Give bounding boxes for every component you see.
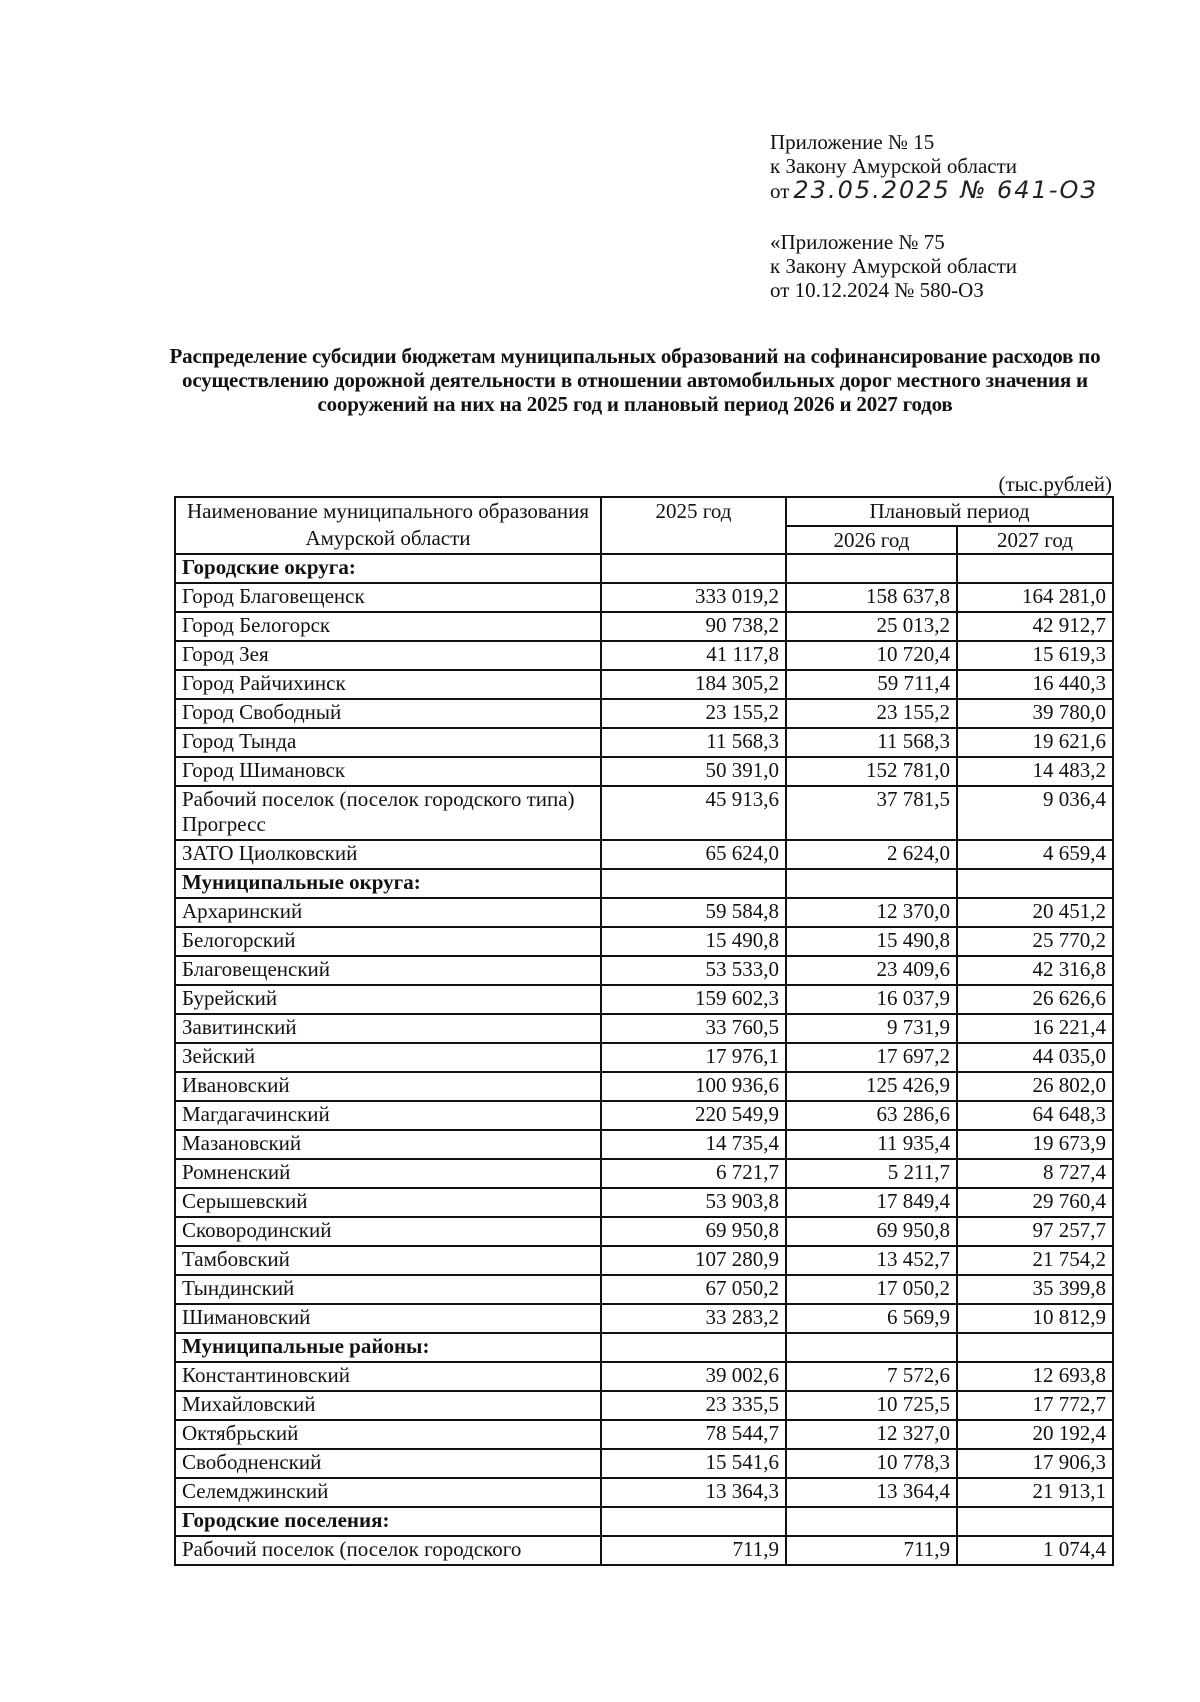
value-2026: 12 327,0 (786, 1420, 957, 1449)
value-2025: 23 155,2 (601, 699, 786, 728)
value-2027: 35 399,8 (957, 1275, 1113, 1304)
table-row (175, 699, 1113, 728)
value-2027: 19 673,9 (957, 1130, 1113, 1159)
row-name: Ромненский (175, 1159, 601, 1188)
appendix-number: Приложение № 15 (770, 130, 935, 154)
value-2027: 64 648,3 (957, 1101, 1113, 1130)
value-2025: 13 364,3 (601, 1478, 786, 1507)
row-name: Город Белогорск (175, 612, 601, 641)
value-2025: 220 549,9 (601, 1101, 786, 1130)
value-2026: 37 781,5 (786, 786, 957, 840)
table-row (175, 757, 1113, 786)
value-2026: 17 697,2 (786, 1043, 957, 1072)
header-2026: 2026 год (786, 526, 957, 554)
row-name: Благовещенский (175, 956, 601, 985)
value-2027: 20 451,2 (957, 898, 1113, 927)
value-2026: 17 849,4 (786, 1188, 957, 1217)
value-2026: 125 426,9 (786, 1072, 957, 1101)
value-2025: 333 019,2 (601, 583, 786, 612)
value-2026: 63 286,6 (786, 1101, 957, 1130)
value-2026: 11 568,3 (786, 728, 957, 757)
section-row (175, 1333, 1113, 1362)
table-row (175, 1130, 1113, 1159)
row-name: Бурейский (175, 985, 601, 1014)
table-row (175, 1014, 1113, 1043)
table-row (175, 612, 1113, 641)
row-name: Город Шимановск (175, 757, 601, 786)
table-row (175, 583, 1113, 612)
value-2025: 6 721,7 (601, 1159, 786, 1188)
subsidy-table (174, 496, 1114, 1566)
row-name: Свободненский (175, 1449, 601, 1478)
value-2027: 14 483,2 (957, 757, 1113, 786)
value-2025 (601, 554, 786, 583)
value-2027: 15 619,3 (957, 641, 1113, 670)
row-name: Михайловский (175, 1391, 601, 1420)
value-2027: 16 221,4 (957, 1014, 1113, 1043)
table-row (175, 1072, 1113, 1101)
document-title: Распределение субсидии бюджетам муниципальных образований на софинансирование расходов по осуществлению дорожной деятельности в отношении автомобильных дорог местного значения и сооружений на них на 2025 год и плановый период 2026 и 2027 годов (169, 344, 1101, 416)
value-2027: 12 693,8 (957, 1362, 1113, 1391)
row-name: Город Райчихинск (175, 670, 601, 699)
table-row (175, 840, 1113, 869)
value-2025: 100 936,6 (601, 1072, 786, 1101)
value-2027: 26 626,6 (957, 985, 1113, 1014)
section-row (175, 554, 1113, 583)
value-2025: 14 735,4 (601, 1130, 786, 1159)
table-body (175, 554, 1113, 1565)
value-2025: 45 913,6 (601, 786, 786, 840)
units-label: (тыс.рублей) (998, 472, 1112, 496)
handwritten-date-number: 23.05.2025 № 641-ОЗ (793, 176, 1098, 204)
table-row (175, 956, 1113, 985)
header-planned-period: Плановый период (786, 497, 1113, 526)
value-2025: 39 002,6 (601, 1362, 786, 1391)
value-2027: 42 316,8 (957, 956, 1113, 985)
row-name: Рабочий поселок (поселок городского типа) Прогресс (175, 786, 601, 840)
table-row (175, 1043, 1113, 1072)
value-2027: 21 754,2 (957, 1246, 1113, 1275)
table-row (175, 728, 1113, 757)
value-2026: 15 490,8 (786, 927, 957, 956)
value-2026: 25 013,2 (786, 612, 957, 641)
value-2027: 19 621,6 (957, 728, 1113, 757)
value-2025: 41 117,8 (601, 641, 786, 670)
value-2027: 97 257,7 (957, 1217, 1113, 1246)
value-2025: 78 544,7 (601, 1420, 786, 1449)
value-2026: 23 409,6 (786, 956, 957, 985)
header-name: Наименование муниципального образования Амурской области (175, 497, 601, 554)
table-row (175, 1101, 1113, 1130)
table-row (175, 1304, 1113, 1333)
value-2025: 184 305,2 (601, 670, 786, 699)
value-2026: 2 624,0 (786, 840, 957, 869)
value-2026: 12 370,0 (786, 898, 957, 927)
table-row (175, 985, 1113, 1014)
value-2026 (786, 869, 957, 898)
value-2026: 69 950,8 (786, 1217, 957, 1246)
table-row (175, 670, 1113, 699)
table-row (175, 1217, 1113, 1246)
row-name: Город Свободный (175, 699, 601, 728)
row-name: Зейский (175, 1043, 601, 1072)
value-2025: 53 533,0 (601, 956, 786, 985)
value-2026: 59 711,4 (786, 670, 957, 699)
value-2025: 33 283,2 (601, 1304, 786, 1333)
value-2026: 9 731,9 (786, 1014, 957, 1043)
value-2027: 9 036,4 (957, 786, 1113, 840)
value-2025 (601, 1333, 786, 1362)
value-2026 (786, 1333, 957, 1362)
value-2025: 15 490,8 (601, 927, 786, 956)
value-2025: 107 280,9 (601, 1246, 786, 1275)
row-name: Тындинский (175, 1275, 601, 1304)
appendix-law: к Закону Амурской области (770, 154, 1018, 178)
value-2026: 16 037,9 (786, 985, 957, 1014)
value-2026: 13 364,4 (786, 1478, 957, 1507)
table-row (175, 1159, 1113, 1188)
table-row (175, 1478, 1113, 1507)
value-2027: 4 659,4 (957, 840, 1113, 869)
value-2027: 164 281,0 (957, 583, 1113, 612)
table-row (175, 786, 1113, 840)
table-row (175, 1275, 1113, 1304)
row-name: Рабочий поселок (поселок городского (175, 1536, 601, 1565)
table-row (175, 1188, 1113, 1217)
value-2025: 711,9 (601, 1536, 786, 1565)
value-2026: 158 637,8 (786, 583, 957, 612)
value-2026: 17 050,2 (786, 1275, 957, 1304)
value-2027: 42 912,7 (957, 612, 1113, 641)
row-name: Архаринский (175, 898, 601, 927)
table-row (175, 1449, 1113, 1478)
value-2027: 26 802,0 (957, 1072, 1113, 1101)
value-2026: 13 452,7 (786, 1246, 957, 1275)
value-2025: 50 391,0 (601, 757, 786, 786)
value-2026: 11 935,4 (786, 1130, 957, 1159)
value-2025 (601, 869, 786, 898)
value-2027: 21 913,1 (957, 1478, 1113, 1507)
original-appendix-reference (770, 230, 1017, 302)
row-name: Константиновский (175, 1362, 601, 1391)
value-2025: 33 760,5 (601, 1014, 786, 1043)
value-2026: 10 720,4 (786, 641, 957, 670)
value-2025: 53 903,8 (601, 1188, 786, 1217)
row-name: Мазановский (175, 1130, 601, 1159)
value-2027: 29 760,4 (957, 1188, 1113, 1217)
original-appendix-number: «Приложение № 75 (770, 230, 945, 254)
value-2025 (601, 1507, 786, 1536)
value-2027 (957, 1507, 1113, 1536)
row-name: Муниципальные районы: (175, 1333, 601, 1362)
value-2026: 23 155,2 (786, 699, 957, 728)
row-name: Магдагачинский (175, 1101, 601, 1130)
original-appendix-date: от 10.12.2024 № 580-ОЗ (770, 278, 984, 302)
value-2026: 6 569,9 (786, 1304, 957, 1333)
row-name: Сковородинский (175, 1217, 601, 1246)
value-2027: 39 780,0 (957, 699, 1113, 728)
value-2025: 23 335,5 (601, 1391, 786, 1420)
header-2027: 2027 год (957, 526, 1113, 554)
appendix-reference (770, 130, 1098, 203)
table-row (175, 898, 1113, 927)
value-2026: 10 778,3 (786, 1449, 957, 1478)
value-2025: 11 568,3 (601, 728, 786, 757)
value-2027: 44 035,0 (957, 1043, 1113, 1072)
value-2026 (786, 554, 957, 583)
table-row (175, 927, 1113, 956)
row-name: Серышевский (175, 1188, 601, 1217)
value-2027: 10 812,9 (957, 1304, 1113, 1333)
appendix-date-line (770, 178, 1098, 203)
table-row (175, 1391, 1113, 1420)
row-name: Город Благовещенск (175, 583, 601, 612)
value-2025: 90 738,2 (601, 612, 786, 641)
row-name: Городские поселения: (175, 1507, 601, 1536)
table-row (175, 1246, 1113, 1275)
value-2025: 159 602,3 (601, 985, 786, 1014)
value-2027 (957, 869, 1113, 898)
table-row (175, 1362, 1113, 1391)
row-name: Селемджинский (175, 1478, 601, 1507)
header-2025: 2025 год (601, 497, 786, 554)
row-name: Город Тында (175, 728, 601, 757)
table-row (175, 1536, 1113, 1565)
row-name: Завитинский (175, 1014, 601, 1043)
value-2027: 17 772,7 (957, 1391, 1113, 1420)
section-row (175, 1507, 1113, 1536)
value-2025: 17 976,1 (601, 1043, 786, 1072)
row-name: Тамбовский (175, 1246, 601, 1275)
row-name: Городские округа: (175, 554, 601, 583)
row-name: Шимановский (175, 1304, 601, 1333)
value-2025: 59 584,8 (601, 898, 786, 927)
value-2027 (957, 1333, 1113, 1362)
row-name: Город Зея (175, 641, 601, 670)
appendix-date-prefix: от (770, 179, 790, 203)
row-name: Белогорский (175, 927, 601, 956)
table-row (175, 641, 1113, 670)
value-2027: 17 906,3 (957, 1449, 1113, 1478)
value-2026: 711,9 (786, 1536, 957, 1565)
row-name: Октябрьский (175, 1420, 601, 1449)
row-name: Муниципальные округа: (175, 869, 601, 898)
value-2026 (786, 1507, 957, 1536)
value-2027: 16 440,3 (957, 670, 1113, 699)
value-2027 (957, 554, 1113, 583)
value-2027: 20 192,4 (957, 1420, 1113, 1449)
value-2025: 69 950,8 (601, 1217, 786, 1246)
value-2025: 15 541,6 (601, 1449, 786, 1478)
value-2027: 8 727,4 (957, 1159, 1113, 1188)
row-name: ЗАТО Циолковский (175, 840, 601, 869)
table-row (175, 1420, 1113, 1449)
value-2026: 7 572,6 (786, 1362, 957, 1391)
value-2026: 152 781,0 (786, 757, 957, 786)
value-2027: 25 770,2 (957, 927, 1113, 956)
original-appendix-law: к Закону Амурской области (770, 254, 1018, 278)
value-2025: 67 050,2 (601, 1275, 786, 1304)
value-2027: 1 074,4 (957, 1536, 1113, 1565)
row-name: Ивановский (175, 1072, 601, 1101)
value-2026: 10 725,5 (786, 1391, 957, 1420)
section-row (175, 869, 1113, 898)
value-2025: 65 624,0 (601, 840, 786, 869)
value-2026: 5 211,7 (786, 1159, 957, 1188)
